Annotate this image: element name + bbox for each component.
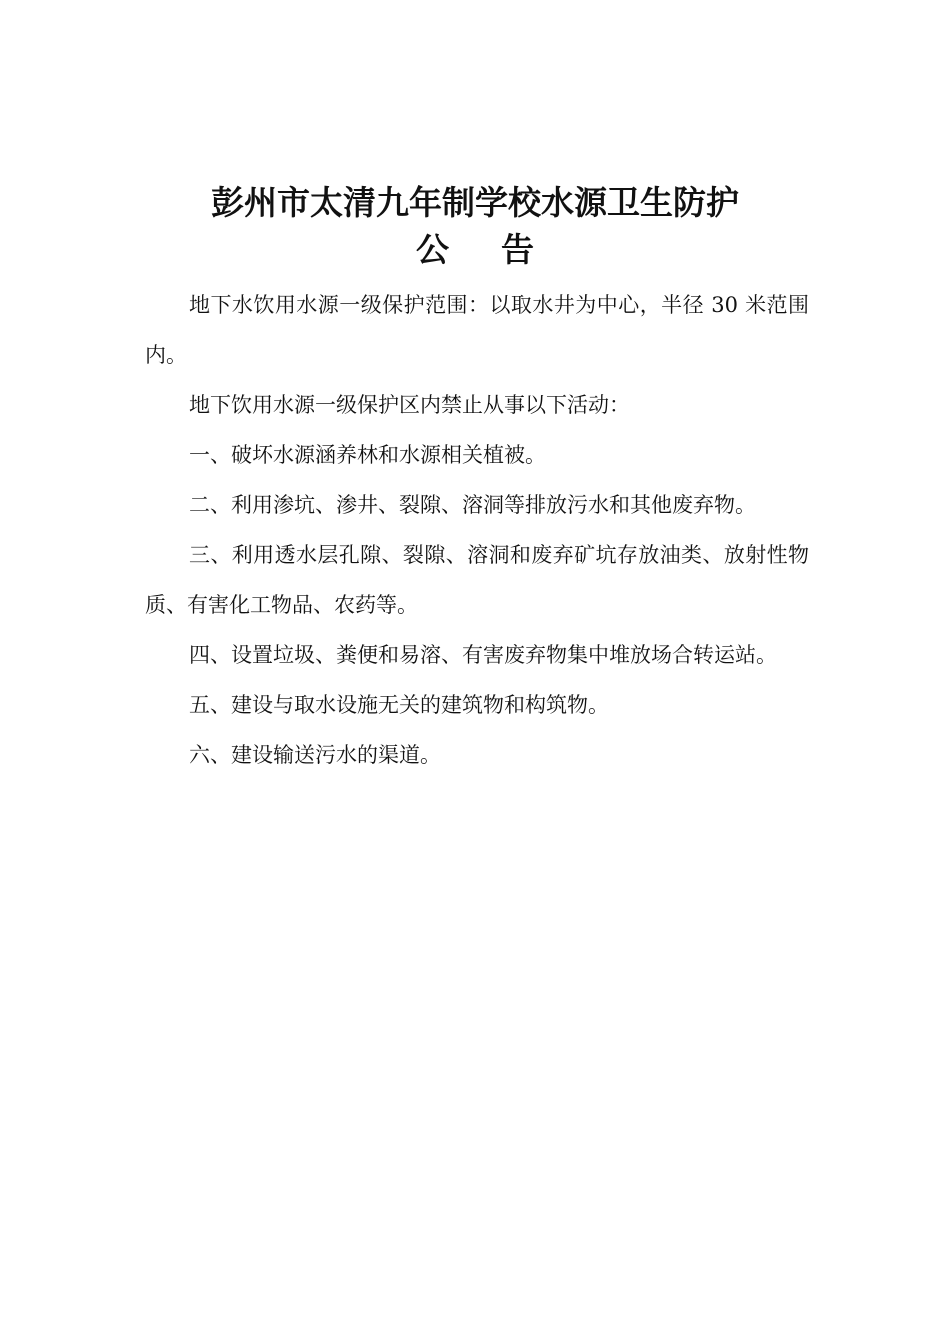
paragraph-prohibited-intro: 地下饮用水源一级保护区内禁止从事以下活动：	[189, 393, 630, 417]
paragraph-item-3: 三、利用透水层孔隙、裂隙、溶洞和废弃矿坑存放油类、放射性物质、有害化工物品、农药等。	[145, 543, 809, 617]
paragraph-protection-scope: 地下水饮用水源一级保护范围：以取水井为中心，半径 30 米范围内。	[145, 293, 809, 367]
paragraph-item-6: 六、建设输送污水的渠道。	[189, 743, 441, 767]
paragraph-item-1: 一、破坏水源涵养林和水源相关植被。	[189, 443, 546, 467]
document-title: 彭州市太清九年制学校水源卫生防护	[211, 183, 739, 222]
document-body	[145, 280, 809, 780]
paragraph-item-5: 五、建设与取水设施无关的建筑物和构筑物。	[189, 693, 609, 717]
document-subtitle: 公告	[416, 230, 586, 269]
paragraph-item-2: 二、利用渗坑、渗井、裂隙、溶洞等排放污水和其他废弃物。	[189, 493, 756, 517]
title-block	[0, 178, 950, 272]
paragraph-item-4: 四、设置垃圾、粪便和易溶、有害废弃物集中堆放场合转运站。	[189, 643, 777, 667]
